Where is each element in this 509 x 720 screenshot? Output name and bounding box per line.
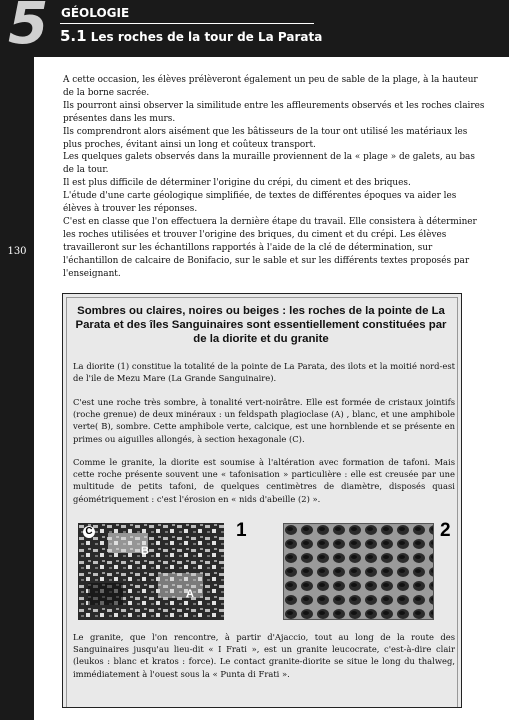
intro-text [63, 74, 487, 281]
intro-paragraph: A cette occasion, les élèves prélèveront également un peu de sable de la plage, à la hauteur de la borne sacrée. [63, 75, 478, 98]
intro-paragraph: Ils comprendront alors aisément que les bâtisseurs de la tour ont utilisé les matériaux les plus proches, évitant ainsi un long et coûteux transport. [63, 126, 468, 150]
box-paragraph-diorite: La diorite (1) constitue la totalité de la pointe de La Parata, des ilots et la moitié nord-est de l'ile de Mezu Mare (La Grande Sanguinaire). [73, 361, 455, 384]
info-box [62, 293, 462, 708]
tafoni-photo [283, 523, 434, 620]
diorite-texture [78, 523, 224, 620]
page-number: 130 [7, 246, 27, 257]
photo-number-1: 1 [236, 520, 247, 541]
subsection-number: 5.1 [60, 27, 87, 45]
box-paragraph-roche: C'est une roche très sombre, à tonalité vert-noirâtre. Elle est formée de cristaux jointifs (roche grenue) de deux minéraux : un feldspath plagioclase (A) , blanc, et une amphibole verte( B), sombre. Cette amphibole verte, calcique, est une hornblende et se présente en primes ou aiguilles allongés, à section hexagonale (C). [73, 397, 455, 444]
subsection-title [60, 27, 322, 45]
info-box-title: Sombres ou claires, noires ou beiges : les roches de la pointe de La Parata et des îles Sanguinaires sont essentiellement constituées par de la diorite et du granite [75, 305, 447, 345]
box-paragraph-granite: Le granite, que l'on rencontre, à partir d'Ajaccio, tout au long de la route des Sanguinaires jusqu'au lieu-dit « I Frati », est un granite leucocrate, c'est-à-dire clair (leukos : blanc et kratos : force). Le contact granite-diorite se situe le long du thalweg, immédiatement à l'ouest sous la « Punta di Frati ». [73, 632, 455, 679]
chapter-header [0, 0, 509, 57]
chapter-number: 5 [8, 0, 49, 57]
intro-paragraph: L'étude d'une carte géologique simplifiée, de textes de différentes époques va aider les élèves à trouver les réponses. [63, 191, 457, 215]
box-paragraph-alteration: Comme le granite, la diorite est soumise à l'altération avec formation de tafoni. Mais cette roche présente souvent une « tafonisation » particulière : elle est creusée par une multitude de petits tafoni, de quelques centimètres de diamètre, disposés quasi géométriquement : c'est l'érosion en « nids d'abeille (2) ». [73, 457, 455, 504]
intro-paragraph: Ils pourront ainsi observer la similitude entre les affleurements observés et les roches claires présentes dans les murs. [63, 100, 485, 124]
title-rule [60, 23, 314, 24]
sidebar-band [0, 0, 34, 720]
section-title: GÉOLOGIE [61, 6, 130, 20]
diorite-photo [78, 523, 224, 620]
intro-paragraph: C'est en classe que l'on effectuera la dernière étape du travail. Elle consistera à déterminer les roches utilisées et trouver l'origine des briques, du ciment et du crépi. Les élèves travailleront sur les échantillons rapportés à l'aide de la clé de détermination, sur l'échantillon de calcaire de Bonifacio, sur le sable et sur les différents textes proposés par l'enseignant. [63, 216, 477, 279]
subsection-title-text: Les roches de la tour de La Parata [90, 30, 323, 44]
intro-paragraph: Les quelques galets observés dans la muraille proviennent de la « plage » de galets, au bas de la tour. [63, 152, 475, 176]
label-c: C [83, 526, 95, 538]
intro-paragraph: Il est plus difficile de déterminer l'origine du crépi, du ciment et des briques. [63, 178, 411, 189]
label-a: A [186, 588, 194, 600]
label-b: B [141, 545, 149, 557]
honeycomb-texture [283, 523, 434, 620]
photo-number-2: 2 [440, 520, 451, 541]
